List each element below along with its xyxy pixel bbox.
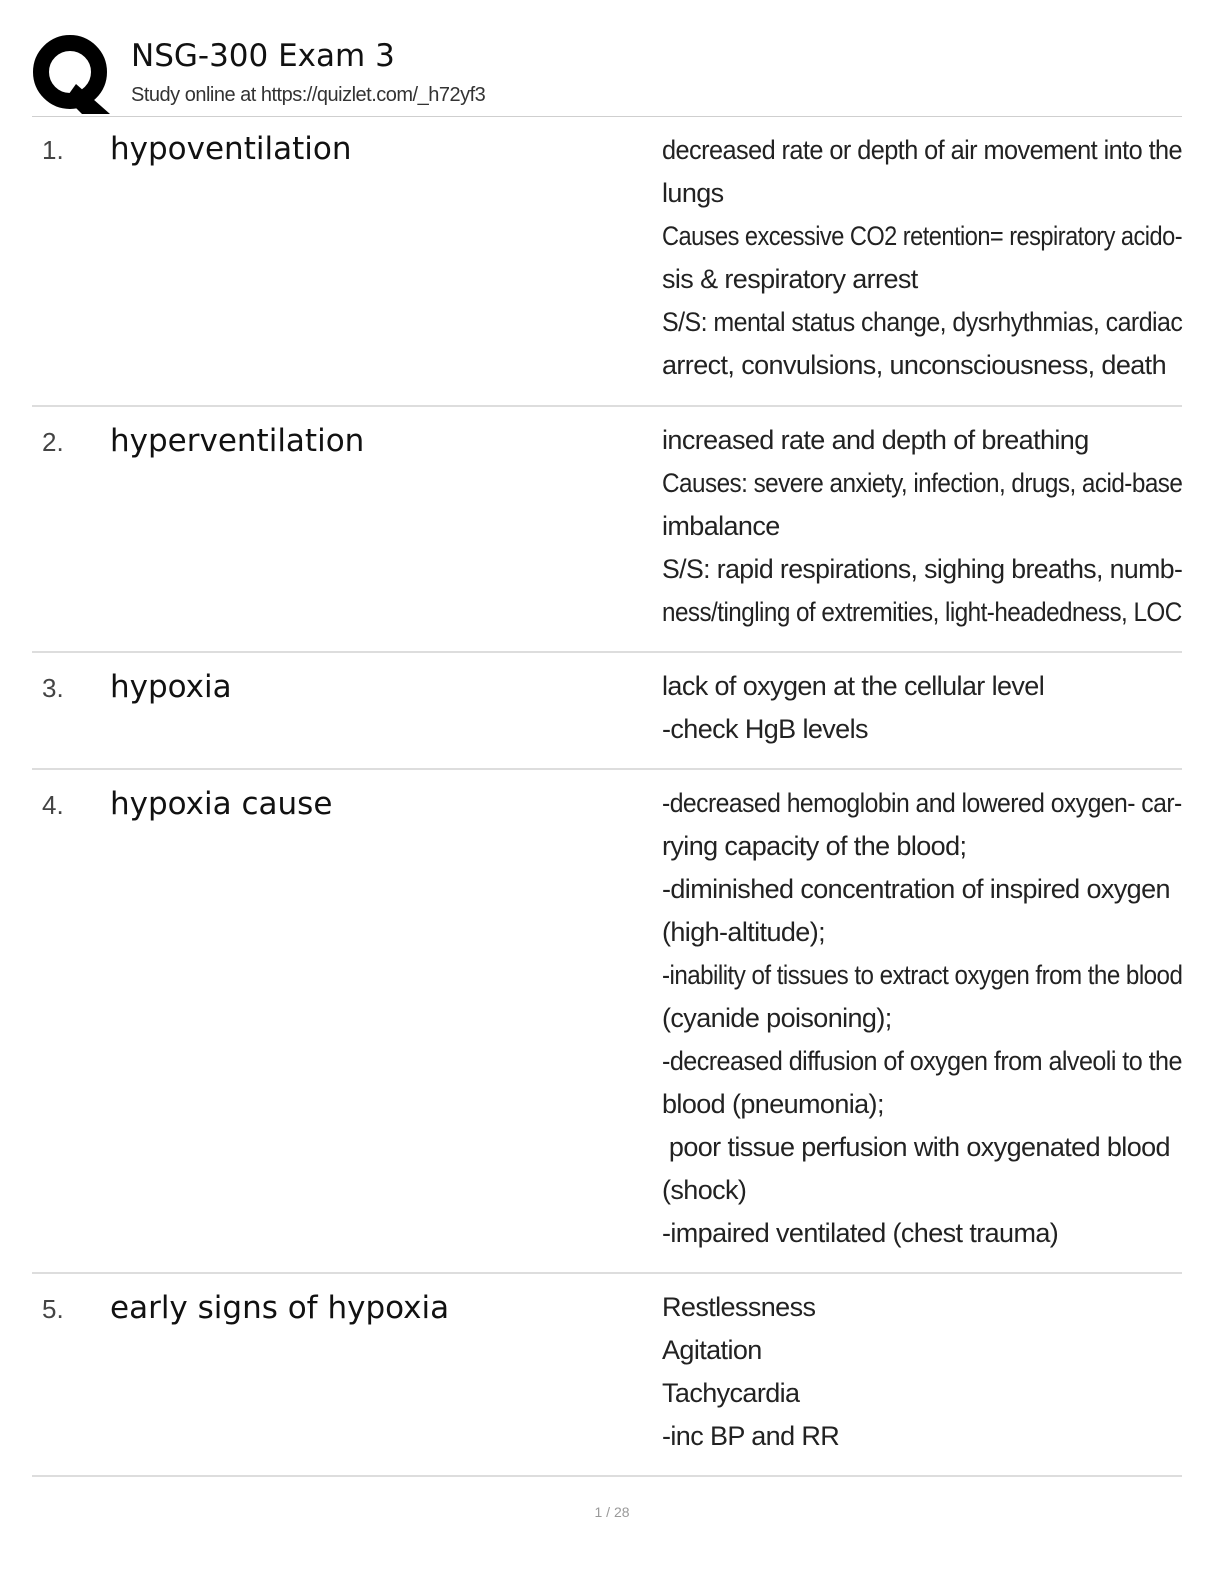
card-definition <box>662 665 1172 751</box>
page-indicator: 1 / 28 <box>594 1504 630 1520</box>
definition-line: blood (pneumonia); <box>662 1089 884 1119</box>
definition-line: decreased rate or depth of air movement into the <box>662 135 1183 165</box>
definition-line: (shock) <box>662 1175 747 1205</box>
card-number: 3. <box>42 673 64 703</box>
definition-line: lack of oxygen at the cellular level <box>662 671 1045 701</box>
definition-line: sis & respiratory arrest <box>662 264 918 294</box>
card-term: hypoxia <box>110 669 232 705</box>
definition-line: -impaired ventilated (chest trauma) <box>662 1218 1059 1248</box>
definition-line: -inability of tissues to extract oxygen from the blood <box>662 960 1183 990</box>
flashcard-list <box>32 117 1182 1477</box>
study-link-text[interactable]: Study online at https://quizlet.com/_h72yf3 <box>131 84 486 106</box>
definition-line: Causes excessive CO2 retention= respiratory acido- <box>662 221 1183 251</box>
definition-line: rying capacity of the blood; <box>662 831 967 861</box>
definition-line: Tachycardia <box>662 1378 800 1408</box>
card-term: hyperventilation <box>110 423 365 459</box>
card-definition <box>662 419 1183 634</box>
definition-line: (high-altitude); <box>662 917 825 947</box>
definition-line: -diminished concentration of inspired oxygen <box>662 874 1170 904</box>
page-header <box>32 30 1182 116</box>
definition-line: Causes: severe anxiety, infection, drugs, acid-base <box>662 468 1183 498</box>
definition-line: arrect, convulsions, unconsciousness, death <box>662 350 1166 380</box>
card-term: early signs of hypoxia <box>110 1290 450 1326</box>
card-number: 4. <box>42 790 64 820</box>
definition-line: -inc BP and RR <box>662 1421 840 1451</box>
definition-line: S/S: rapid respirations, sighing breaths, numb- <box>662 554 1183 584</box>
flashcard-row <box>32 1274 1182 1477</box>
card-number: 2. <box>42 427 64 457</box>
document-title: NSG-300 Exam 3 <box>131 38 395 74</box>
definition-line: imbalance <box>662 511 780 541</box>
definition-line: ness/tingling of extremities, light-headedness, LOC <box>662 597 1182 627</box>
definition-line: Restlessness <box>662 1292 816 1322</box>
card-term: hypoventilation <box>110 131 352 167</box>
definition-line: lungs <box>662 178 724 208</box>
definition-line: (cyanide poisoning); <box>662 1003 892 1033</box>
card-number: 5. <box>42 1294 64 1324</box>
flashcard-row <box>32 770 1182 1274</box>
card-definition <box>662 129 1183 387</box>
definition-line: Agitation <box>662 1335 762 1365</box>
card-definition <box>662 1286 1172 1458</box>
card-number: 1. <box>42 135 64 165</box>
definition-line: increased rate and depth of breathing <box>662 425 1089 455</box>
quizlet-q-logo-icon <box>32 34 112 114</box>
card-term: hypoxia cause <box>110 786 333 822</box>
flashcard-row <box>32 117 1182 407</box>
card-definition <box>662 782 1183 1255</box>
flashcard-row <box>32 653 1182 770</box>
definition-line: -decreased hemoglobin and lowered oxygen- car- <box>662 788 1182 818</box>
definition-line: -decreased diffusion of oxygen from alveoli to the <box>662 1046 1182 1076</box>
definition-line: S/S: mental status change, dysrhythmias, cardiac <box>662 307 1183 337</box>
flashcard-row <box>32 407 1182 653</box>
definition-line: -check HgB levels <box>662 714 868 744</box>
definition-line: poor tissue perfusion with oxygenated blood <box>662 1132 1170 1162</box>
